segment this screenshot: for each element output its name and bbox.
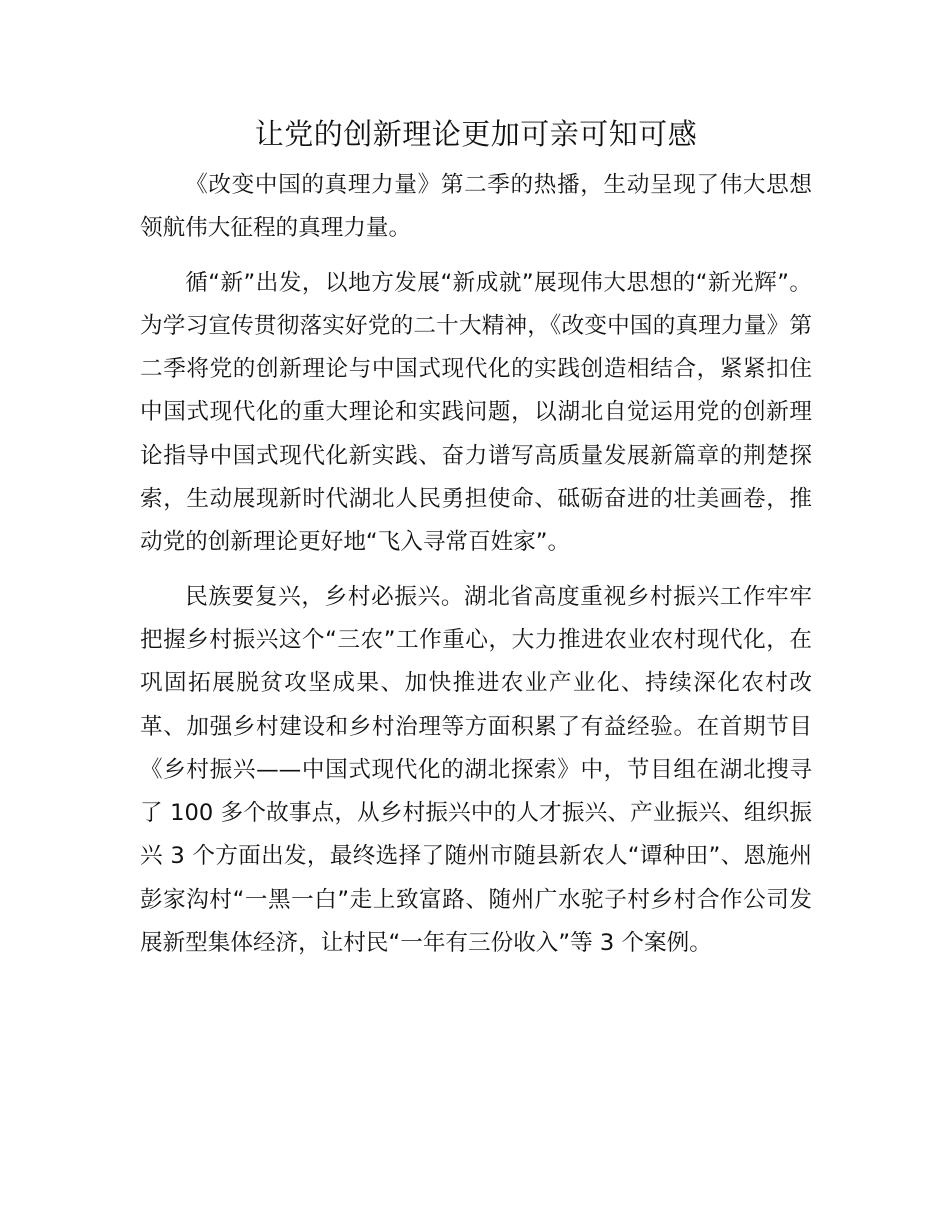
document-page	[140, 112, 812, 976]
document-title: 让党的创新理论更加可亲可知可感	[254, 117, 698, 151]
paragraph-new-theory: 循“新”出发，以地方发展“新成就”展现伟大思想的“新光辉”。为学习宣传贯彻落实好党的二十大精神，《改变中国的真理力量》第二季将党的创新理论与中国式现代化的实践创造相结合，紧紧扣住中国式现代化的重大理论和实践问题，以湖北自觉运用党的创新理论指导中国式现代化新实践、奋力谱写高质量发展新篇章的荆楚探索，生动展现新时代湖北人民勇担使命、砥砺奋进的壮美画卷，推动党的创新理论更好地“飞入寻常百姓家”。	[140, 269, 812, 556]
paragraph-intro: 《改变中国的真理力量》第二季的热播，生动呈现了伟大思想领航伟大征程的真理力量。	[140, 172, 812, 242]
paragraph-rural-revitalization: 民族要复兴，乡村必振兴。湖北省高度重视乡村振兴工作牢牢把握乡村振兴这个“三农”工作重心，大力推进农业农村现代化，在巩固拓展脱贫攻坚成果、加快推进农业产业化、持续深化农村改革、加强乡村建设和乡村治理等方面积累了有益经验。在首期节目《乡村振兴——中国式现代化的湖北探索》中，节目组在湖北搜寻了 100 多个故事点，从乡村振兴中的人才振兴、产业振兴、组织振兴 3 个方面出发，最终选择了随州市随县新农人“谭种田”、恩施州彭家沟村“一黑一白”走上致富路、随州广水驼子村乡村合作公司发展新型集体经济，让村民“一年有三份收入”等 3 个案例。	[140, 583, 812, 957]
